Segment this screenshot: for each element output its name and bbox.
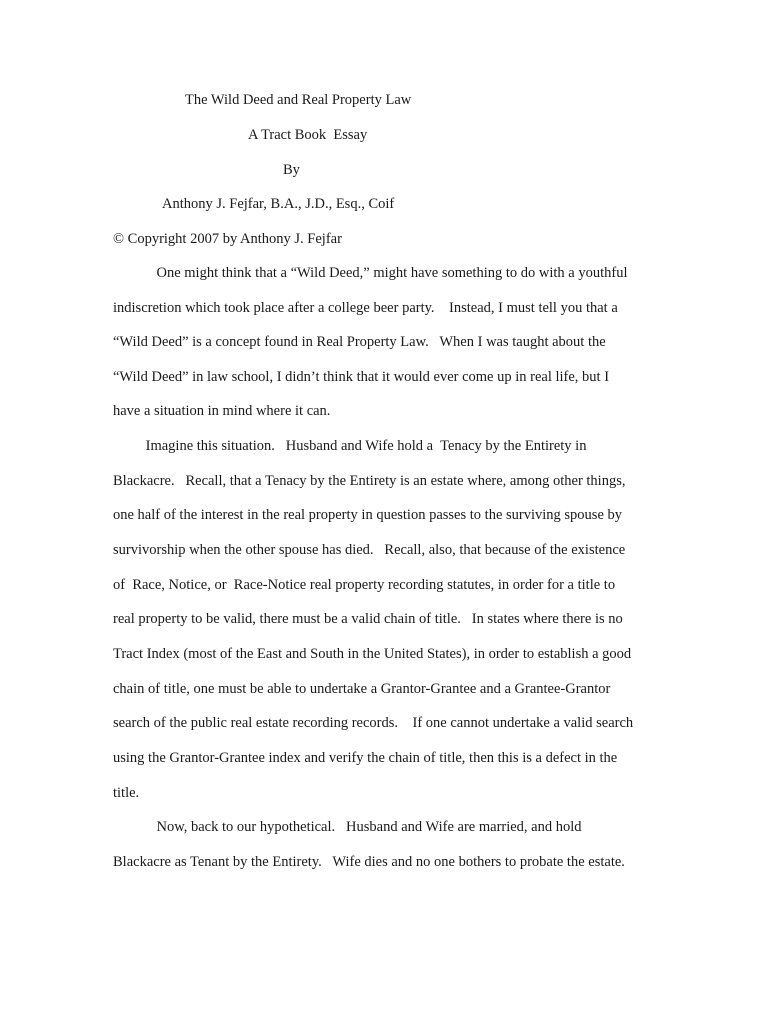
body-line: Blackacre as Tenant by the Entirety. Wife dies and no one bothers to probate the estate. bbox=[113, 854, 625, 870]
body-line: Tract Index (most of the East and South in the United States), in order to establish a good bbox=[113, 646, 632, 662]
byline-label: By bbox=[283, 162, 300, 178]
body-line: one half of the interest in the real property in question passes to the surviving spouse by bbox=[113, 507, 623, 523]
body-line: using the Grantor-Grantee index and verify the chain of title, then this is a defect in the bbox=[113, 750, 618, 766]
body-line: Now, back to our hypothetical. Husband and Wife are married, and hold bbox=[113, 819, 582, 835]
body-line: “Wild Deed” in law school, I didn’t think that it would ever come up in real life, but I bbox=[113, 369, 610, 385]
body-line: survivorship when the other spouse has died. Recall, also, that because of the existence bbox=[113, 542, 626, 558]
body-line: chain of title, one must be able to undertake a Grantor-Grantee and a Grantee-Grantor bbox=[113, 681, 611, 697]
body-line: One might think that a “Wild Deed,” might have something to do with a youthful bbox=[113, 265, 628, 281]
body-line: title. bbox=[113, 785, 140, 801]
body-line: Imagine this situation. Husband and Wife hold a Tenacy by the Entirety in bbox=[113, 438, 587, 454]
author-name: Anthony J. Fejfar, B.A., J.D., Esq., Coif bbox=[162, 196, 395, 212]
document-title: The Wild Deed and Real Property Law bbox=[185, 92, 412, 108]
body-line: “Wild Deed” is a concept found in Real Property Law. When I was taught about the bbox=[113, 334, 606, 350]
body-line: real property to be valid, there must be a valid chain of title. In states where there is no bbox=[113, 611, 623, 627]
body-line: indiscretion which took place after a college beer party. Instead, I must tell you that a bbox=[113, 300, 618, 316]
copyright-notice: © Copyright 2007 by Anthony J. Fejfar bbox=[113, 231, 342, 247]
body-line: Blackacre. Recall, that a Tenacy by the Entirety is an estate where, among other things, bbox=[113, 473, 626, 489]
document-subtitle: A Tract Book Essay bbox=[248, 127, 368, 143]
body-line: search of the public real estate recording records. If one cannot undertake a valid search bbox=[113, 715, 634, 731]
body-line: of Race, Notice, or Race-Notice real property recording statutes, in order for a title to bbox=[113, 577, 616, 593]
body-line: have a situation in mind where it can. bbox=[113, 403, 331, 419]
